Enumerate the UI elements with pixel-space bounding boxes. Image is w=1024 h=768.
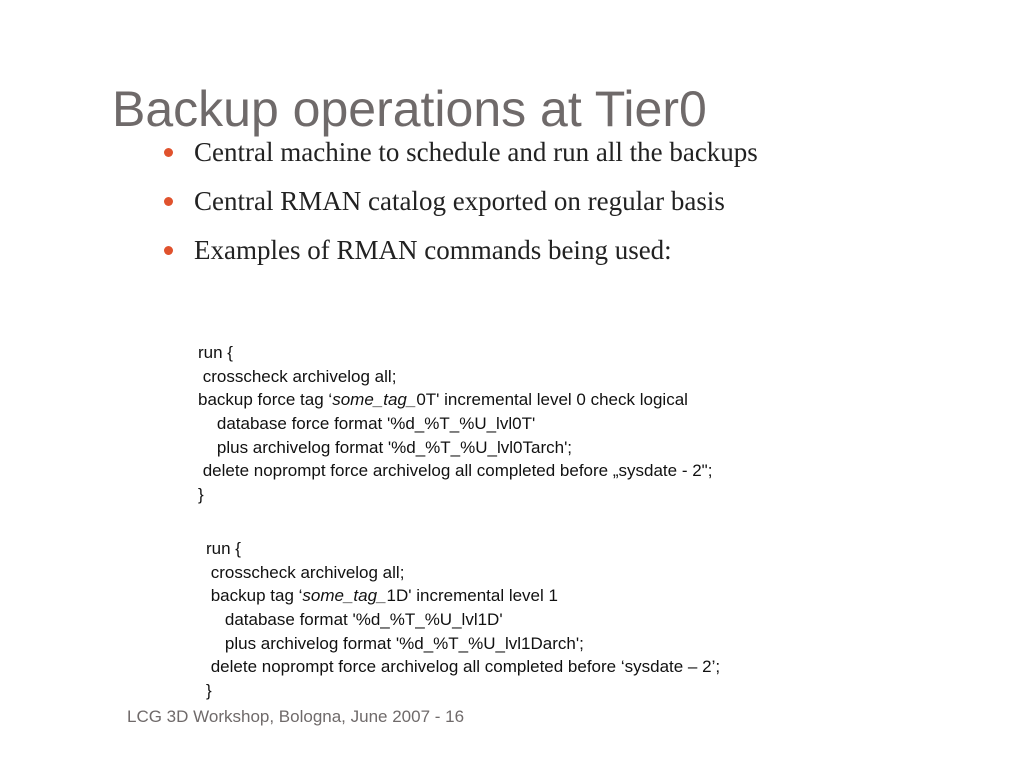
- code-segment: backup force tag ‘: [198, 390, 333, 410]
- bullet-item: [164, 177, 758, 226]
- code-tag-italic: some_tag_: [332, 390, 417, 410]
- code-line: [206, 584, 720, 608]
- code-line: database force format '%d_%T_%U_lvl0T': [198, 414, 536, 434]
- code-segment: 0T' incremental level 0 check logical: [416, 390, 688, 410]
- code-line: run {: [206, 539, 241, 558]
- code-line: }: [206, 681, 212, 701]
- bullet-list: [164, 128, 758, 275]
- bullet-item: [164, 226, 758, 275]
- code-line: crosscheck archivelog all;: [198, 366, 397, 386]
- code-line: database format '%d_%T_%U_lvl1D': [206, 610, 503, 630]
- code-segment: 1D' incremental level 1: [386, 586, 558, 606]
- bullet-text: Central RMAN catalog exported on regular basis: [194, 186, 725, 216]
- bullet-dot-icon: [164, 197, 173, 206]
- code-block-level1: [206, 537, 720, 703]
- code-line: [198, 388, 712, 412]
- code-tag-italic: some_tag_: [302, 586, 387, 606]
- code-segment: backup tag ‘: [206, 586, 303, 606]
- code-line: plus archivelog format '%d_%T_%U_lvl0Tarch';: [198, 437, 573, 457]
- bullet-text: Central machine to schedule and run all the backups: [194, 137, 758, 167]
- code-line: plus archivelog format '%d_%T_%U_lvl1Darch';: [206, 633, 584, 653]
- bullet-dot-icon: [164, 148, 173, 157]
- bullet-dot-icon: [164, 246, 173, 255]
- code-line: crosscheck archivelog all;: [206, 562, 405, 582]
- code-line: delete noprompt force archivelog all completed before „sysdate - 2";: [198, 461, 713, 481]
- slide-title: Backup operations at Tier0: [112, 81, 707, 137]
- bullet-text: Examples of RMAN commands being used:: [194, 235, 672, 265]
- slide-footer: LCG 3D Workshop, Bologna, June 2007 - 16: [127, 707, 465, 726]
- code-block-level0: [198, 341, 712, 507]
- code-line: }: [198, 485, 204, 505]
- code-line: delete noprompt force archivelog all completed before ‘sysdate – 2’;: [206, 657, 721, 677]
- code-line: run {: [198, 343, 233, 362]
